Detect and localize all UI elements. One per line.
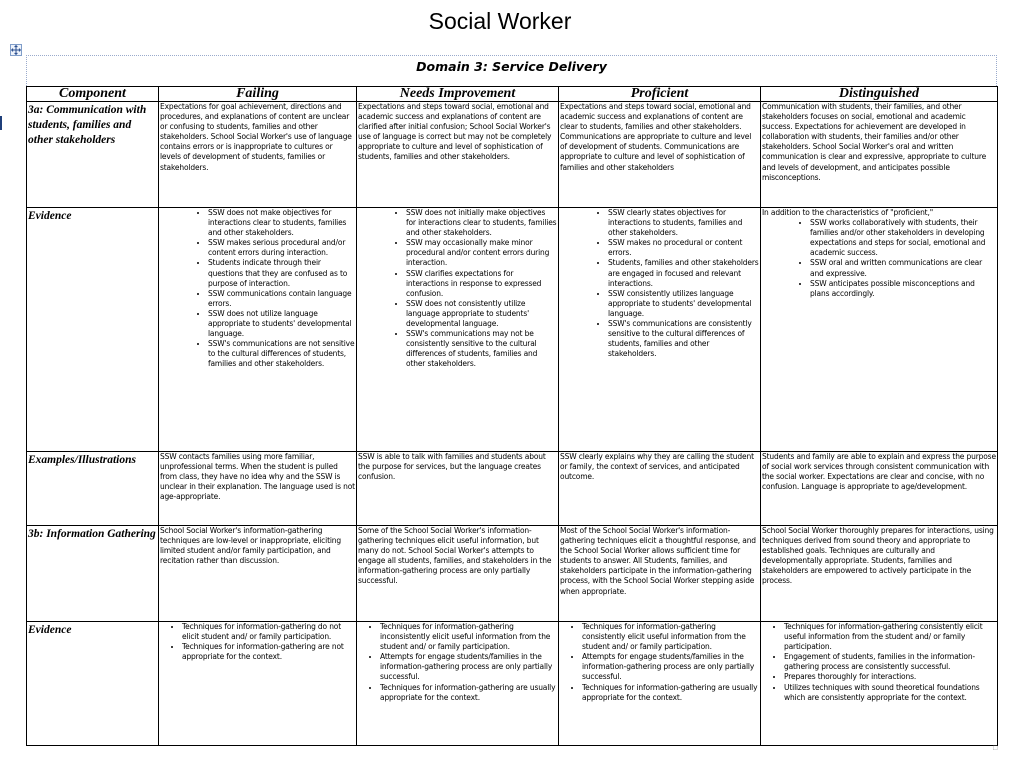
column-header-needs-improvement: Needs Improvement <box>357 87 559 102</box>
list-item: • Students indicate through their questions that they are confused as to purpose of interaction. <box>208 258 355 288</box>
list-item: • SSW oral and written communications are clear and expressive. <box>810 258 996 278</box>
list-item: • Techniques for information-gathering are usually appropriate for the context. <box>380 683 557 703</box>
page-corner-mark: □ <box>993 745 998 752</box>
proficient-cell <box>559 622 761 746</box>
list-item: • SSW makes serious procedural and/or content errors during interaction. <box>208 238 355 258</box>
distinguished-cell: Communication with students, their families, and other stakeholders focuses on social, emotional and academic success. Expectations for achievement are developed in collaboration with students, their families and/or other stakeholders. School Social Worker's oral and written communication is clear and expressive, appropriate to culture and levels of development, and anticipates possible misconceptions. <box>761 102 998 208</box>
failing-cell: School Social Worker's information-gathering techniques are low-level or inappropriate, eliciting limited student and/or family participation, and recitation rather than discussion. <box>159 526 357 622</box>
list-item: • SSW's communications may not be consistently sensitive to the cultural differences of students, families and other stakeholders. <box>406 329 557 369</box>
proficient-cell: Most of the School Social Worker's information-gathering techniques elicit a thoughtful response, and the School Social Worker allows sufficient time for students to answer. All Students, families, and stakeholders participate in the information-gathering process, with the School Social Worker stepping aside when appropriate. <box>559 526 761 622</box>
list-item: • Techniques for information-gathering do not elicit student and/ or family participation. <box>182 622 355 642</box>
evidence-list <box>560 208 759 359</box>
list-item: • SSW anticipates possible misconceptions and plans accordingly. <box>810 279 996 299</box>
list-item: • SSW does not utilize language appropriate to students' developmental language. <box>208 309 355 339</box>
column-header-failing: Failing <box>159 87 357 102</box>
list-item: • SSW makes no procedural or content errors. <box>608 238 759 258</box>
evidence-list <box>160 208 355 370</box>
needs-improvement-cell <box>357 622 559 746</box>
component-cell: 3a: Communication with students, families and other stakeholders <box>27 102 159 208</box>
list-item: • Attempts for engage students/families in the information-gathering process are only partially successful. <box>582 652 759 682</box>
component-cell: 3b: Information Gathering <box>27 526 159 622</box>
evidence-list <box>358 208 557 370</box>
needs-improvement-cell: Some of the School Social Worker's information-gathering techniques elicit useful information, but many do not. School Social Worker's attempts to engage all students, families, and stakeholders in the information-gathering process are only partially successful. <box>357 526 559 622</box>
list-item: • SSW does not consistently utilize language appropriate to students' developmental language. <box>406 299 557 329</box>
list-item: • SSW does not initially make objectives for interactions clear to students, families and other stakeholders. <box>406 208 557 238</box>
distinguished-cell <box>761 622 998 746</box>
list-item: • SSW clarifies expectations for interactions in response to expressed confusion. <box>406 269 557 299</box>
evidence-list <box>560 622 759 703</box>
list-item: • Techniques for information-gathering are usually appropriate for the context. <box>582 683 759 703</box>
list-item: • SSW's communications are not sensitive to the cultural differences of students, families and other stakeholders. <box>208 339 355 369</box>
proficient-cell: SSW clearly explains why they are calling the student or family, the context of services, and anticipated outcome. <box>559 452 761 526</box>
table-row <box>27 102 998 208</box>
evidence-list <box>762 218 996 299</box>
rubric-document <box>26 55 997 746</box>
list-item: • Utilizes techniques with sound theoretical foundations which are consistently appropriate for the context. <box>784 683 996 703</box>
header-row <box>27 87 998 102</box>
table-row <box>27 526 998 622</box>
failing-cell <box>159 622 357 746</box>
distinguished-cell: Students and family are able to explain and express the purpose of social work services through consistent communication with the social worker. Expectations are clear and concise, with no confusion. Language is appropriate to age/development. <box>761 452 998 526</box>
component-cell: Examples/Illustrations <box>27 452 159 526</box>
list-item: • SSW may occasionally make minor procedural and/or content errors during interaction. <box>406 238 557 268</box>
list-item: • SSW's communications are consistently sensitive to the cultural differences of students, families and other stakeholders. <box>608 319 759 359</box>
list-item: • SSW consistently utilizes language appropriate to students' developmental language. <box>608 289 759 319</box>
needs-improvement-cell: Expectations and steps toward social, emotional and academic success and explanations of content are clarified after initial confusion; School Social Worker's use of language is correct but may not be completely appropriate to culture and level of sophistication of students, families and other stakeholders. <box>357 102 559 208</box>
selection-marker <box>0 116 2 130</box>
failing-cell: SSW contacts families using more familiar, unprofessional terms. When the student is pulled from class, they have no idea why and the SSW is unclear in their explanation. The language used is not age-appropriate. <box>159 452 357 526</box>
list-item: • SSW clearly states objectives for interactions to students, families and other stakeholders. <box>608 208 759 238</box>
table-row <box>27 208 998 452</box>
column-header-proficient: Proficient <box>559 87 761 102</box>
rubric-table <box>26 86 998 746</box>
evidence-list <box>762 622 996 703</box>
distinguished-intro: In addition to the characteristics of "proficient," <box>762 208 934 217</box>
list-item: • Attempts for engage students/families in the information-gathering process are only partially successful. <box>380 652 557 682</box>
list-item: • SSW communications contain language errors. <box>208 289 355 309</box>
needs-improvement-cell: SSW is able to talk with families and students about the purpose for services, but the language creates confusion. <box>357 452 559 526</box>
distinguished-cell <box>761 208 998 452</box>
column-header-component: Component <box>27 87 159 102</box>
proficient-cell: Expectations and steps toward social, emotional and academic success and explanations of content are clear to students, families and other stakeholders. Communications are appropriate to culture and level of development of students. Communications are appropriate to culture and level of sophistication of families and other stakeholders <box>559 102 761 208</box>
needs-improvement-cell <box>357 208 559 452</box>
list-item: • SSW does not make objectives for interactions clear to students, families and other stakeholders. <box>208 208 355 238</box>
evidence-list <box>160 622 355 662</box>
evidence-list <box>358 622 557 703</box>
list-item: • Techniques for information-gathering are not appropriate for the context. <box>182 642 355 662</box>
domain-header <box>26 55 997 86</box>
component-cell: Evidence <box>27 208 159 452</box>
table-row <box>27 452 998 526</box>
column-header-distinguished: Distinguished <box>761 87 998 102</box>
table-row <box>27 622 998 746</box>
list-item: • Students, families and other stakeholders are engaged in focused and relevant interactions. <box>608 258 759 288</box>
component-cell: Evidence <box>27 622 159 746</box>
list-item: • Techniques for information-gathering consistently elicit useful information from the student and/ or family participation. <box>582 622 759 652</box>
failing-cell: Expectations for goal achievement, directions and procedures, and explanations of content are unclear or confusing to students, families and other stakeholders. School Social Worker's use of language contains errors or is inappropriate to cultures or levels of development of students, families or stakeholders. <box>159 102 357 208</box>
list-item: • Engagement of students, families in the information-gathering process are consistently successful. <box>784 652 996 672</box>
proficient-cell <box>559 208 761 452</box>
list-item: • Techniques for information-gathering inconsistently elicit useful information from the student and/ or family participation. <box>380 622 557 652</box>
list-item: • Techniques for information-gathering consistently elicit useful information from the student and/ or family participation. <box>784 622 996 652</box>
domain-title: Domain 3: Service Delivery <box>416 59 607 74</box>
table-move-handle-icon[interactable] <box>10 44 22 56</box>
list-item: • SSW works collaboratively with students, their families and/or other stakeholders in developing expectations and steps for social, emotional and academic success. <box>810 218 996 258</box>
distinguished-cell: School Social Worker thoroughly prepares for interactions, using techniques derived from sound theory and appropriate to established goals. Techniques are culturally and developmentally appropriate. Students, families and stakeholders are empowered to actively participate in the process. <box>761 526 998 622</box>
failing-cell <box>159 208 357 452</box>
list-item: • Prepares thoroughly for interactions. <box>784 672 996 682</box>
slide-title: Social Worker <box>428 8 572 34</box>
